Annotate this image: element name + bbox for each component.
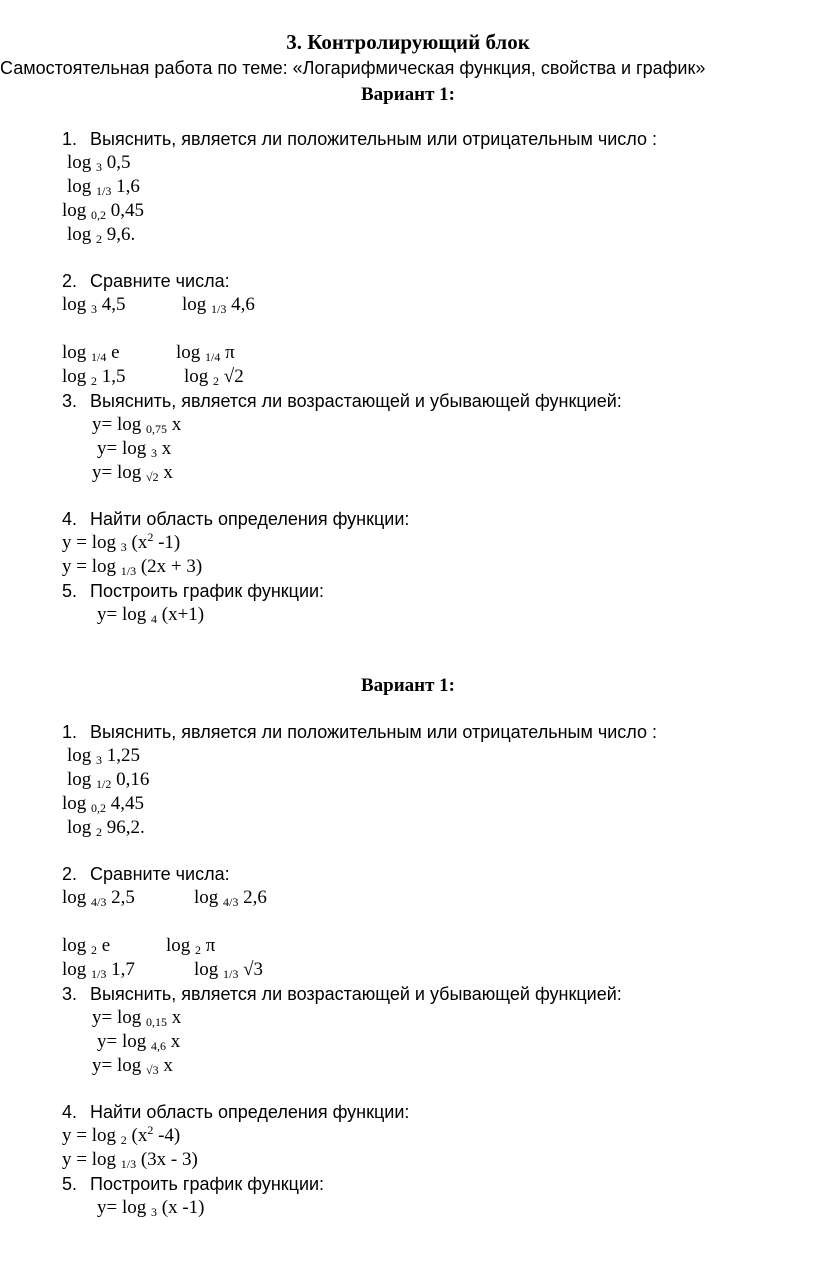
question-2: [62, 863, 230, 885]
question-number: 2.: [62, 271, 78, 291]
expression: log $_{0,2}$ 0,45: [62, 200, 145, 222]
page-title: 3. Контролирующий блок: [286, 30, 530, 54]
function-expression: y= log $_{√3}$ x: [92, 1055, 173, 1077]
question-text: Выяснить, является ли положительным или отрицательным число :: [90, 129, 657, 149]
comparison-pair: log $_{1/3}$ 1,7 log $_{1/3}$ √3: [62, 959, 264, 981]
variant-heading: Вариант 1:: [360, 675, 456, 696]
expression: log $_2$ 9,6.: [67, 224, 136, 246]
comparison-pair: log $_{4/3}$ 2,5 log $_{4/3}$ 2,6: [62, 887, 267, 909]
expression: log $_3$ 1,25: [67, 745, 141, 767]
expression: log $_3$ 0,5: [67, 152, 131, 174]
question-number: 1.: [62, 129, 78, 149]
comparison-pair: log $_3$ 4,5 log $_{1/3}$ 4,6: [62, 294, 255, 316]
comparison-pair: log $_2$ e log $_2$ π: [62, 935, 216, 957]
question-number: 2.: [62, 864, 78, 884]
question-text: Выяснить, является ли положительным или отрицательным число :: [90, 722, 657, 742]
function-expression: y= log $_{0,15}$ x: [92, 1007, 182, 1029]
question-number: 5.: [62, 581, 78, 601]
function-expression: y = log $_3$ ($x^2$ -1): [62, 530, 181, 554]
function-expression: y = log $_{1/3}$ (3x - 3): [62, 1149, 198, 1171]
question-number: 3.: [62, 984, 78, 1004]
question-5: [62, 580, 324, 602]
function-expression: y = log $_2$ ($x^2$ -4): [62, 1123, 181, 1147]
question-4: [62, 508, 409, 530]
expression: log $_{0,2}$ 4,45: [62, 793, 145, 815]
question-text: Сравните числа:: [90, 271, 230, 291]
question-number: 4.: [62, 1102, 78, 1122]
question-3: [62, 390, 622, 412]
question-3: [62, 983, 622, 1005]
question-text: Сравните числа:: [90, 864, 230, 884]
question-5: [62, 1173, 324, 1195]
question-4: [62, 1101, 409, 1123]
function-expression: y= log $_3$ (x -1): [97, 1197, 205, 1219]
comparison-pair: log $_{1/4}$ e log $_{1/4}$ π: [62, 342, 235, 364]
function-expression: y= log $_3$ x: [97, 438, 172, 460]
question-text: Построить график функции:: [90, 1174, 325, 1194]
question-text: Найти область определения функции:: [90, 509, 410, 529]
question-2: [62, 270, 230, 292]
expression: log $_2$ 96,2.: [67, 817, 145, 839]
expression: log $_{1/2}$ 0,16: [67, 769, 150, 791]
variant-heading: Вариант 1:: [360, 84, 456, 105]
question-1: [62, 721, 657, 743]
question-text: Выяснить, является ли возрастающей и убывающей функцией:: [90, 391, 622, 411]
expression: log $_{1/3}$ 1,6: [67, 176, 140, 198]
function-expression: y= log $_{0,75}$ x: [92, 414, 182, 436]
function-expression: y= log $_{4,6}$ x: [97, 1031, 181, 1053]
question-number: 1.: [62, 722, 78, 742]
question-text: Выяснить, является ли возрастающей и убывающей функцией:: [90, 984, 622, 1004]
question-text: Найти область определения функции:: [90, 1102, 410, 1122]
comparison-pair: log $_2$ 1,5 log $_2$ √2: [62, 366, 244, 388]
question-number: 4.: [62, 509, 78, 529]
function-expression: y= log $_{√2}$ x: [92, 462, 173, 484]
function-expression: y= log $_4$ (x+1): [97, 604, 205, 626]
question-text: Построить график функции:: [90, 581, 325, 601]
question-number: 3.: [62, 391, 78, 411]
question-number: 5.: [62, 1174, 78, 1194]
function-expression: y = log $_{1/3}$ (2x + 3): [62, 556, 203, 578]
question-1: [62, 128, 657, 150]
page-subtitle: Самостоятельная работа по теме: «Логарифмическая функция, свойства и график»: [0, 58, 706, 78]
